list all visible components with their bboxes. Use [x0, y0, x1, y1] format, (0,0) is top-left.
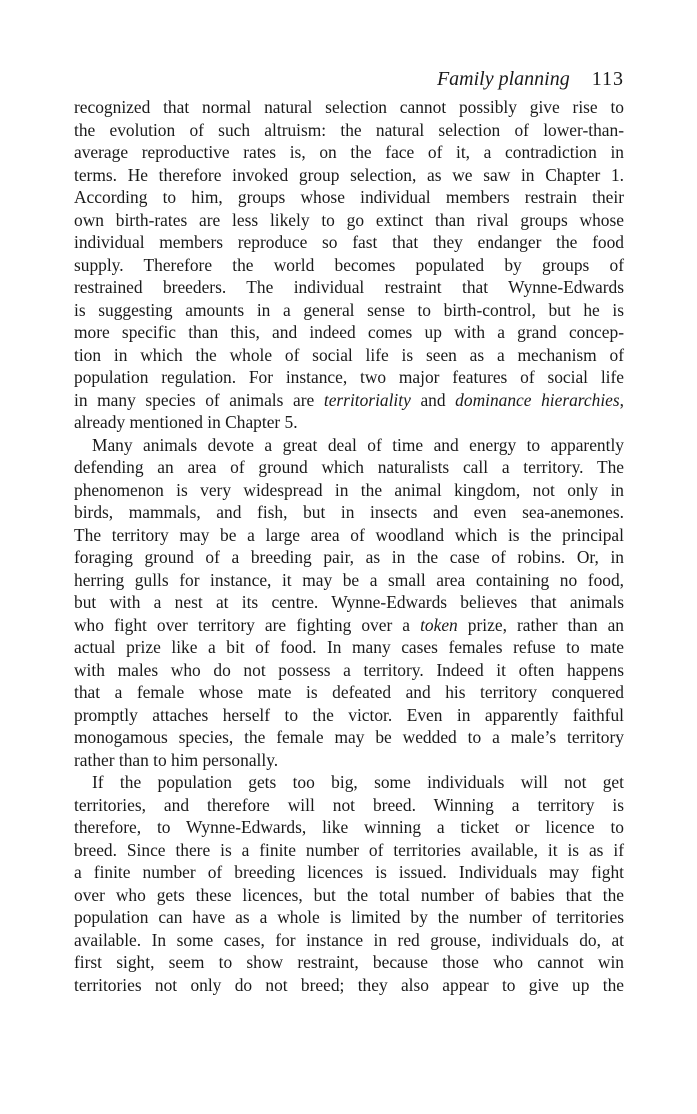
text-line: the evolution of such altruism: the natural selection of lower-than- — [74, 119, 624, 140]
text-line: defending an area of ground which naturalists call a territory. The — [74, 457, 624, 477]
text-line: over who gets these licences, but the total number of babies that the — [74, 884, 624, 905]
text-line: first sight, seem to show restraint, because those who cannot win — [74, 952, 624, 972]
text-line: population can have as a whole is limited by the number of territories — [74, 907, 624, 927]
text-line: that a female whose mate is defeated and his territory conquered — [74, 682, 624, 702]
text-line: more specific than this, and indeed comes up with a grand concep- — [74, 322, 624, 342]
text-line: terms. He therefore invoked group selection, as we saw in Chapter 1. — [74, 164, 624, 185]
text-line: The territory may be a large area of woodland which is the principal — [74, 524, 624, 545]
text-line: supply. Therefore the world becomes populated by groups of — [74, 254, 624, 275]
text-line: with males who do not possess a territory. Indeed it often happens — [74, 659, 624, 680]
text-line: herring gulls for instance, it may be a small area containing no food, — [74, 569, 624, 590]
paragraph-end-line: already mentioned in Chapter 5. — [74, 412, 298, 432]
text-line: restrained breeders. The individual restraint that Wynne-Edwards — [74, 277, 624, 297]
text-line: birds, mammals, and fish, but in insects and even sea-anemones. — [74, 502, 624, 522]
text-run: prize, rather than an — [457, 614, 624, 635]
text-run: and — [410, 389, 456, 410]
text-line: phenomenon is very widespread in the animal kingdom, not only in — [74, 479, 624, 500]
chapter-title: Family planning — [436, 68, 570, 90]
italic-term-dominance-hierarchies: dominance hierarchies — [455, 389, 620, 410]
text-line: tion in which the whole of social life is seen as a mechanism of — [74, 344, 624, 365]
text-line: recognized that normal natural selection cannot possibly give rise to — [74, 97, 624, 117]
text-line: promptly attaches herself to the victor. Even in apparently faithful — [74, 704, 624, 725]
text-run: who fight over territory are fighting over a — [74, 614, 421, 635]
italic-term-token: token — [420, 614, 458, 635]
text-line: population regulation. For instance, two major features of social life — [74, 367, 624, 387]
text-run: , — [619, 389, 625, 410]
text-line — [74, 389, 624, 412]
text-run: in many species of animals are — [74, 389, 324, 410]
text-line: own birth-rates are less likely to go extinct than rival groups whose — [74, 209, 624, 230]
italic-term-territoriality: territoriality — [323, 389, 411, 410]
text-line: breed. Since there is a finite number of territories available, it is as if — [74, 839, 624, 860]
text-line: actual prize like a bit of food. In many cases females refuse to mate — [74, 637, 624, 657]
body-text — [74, 96, 624, 996]
text-line: According to him, groups whose individual members restrain their — [74, 187, 624, 207]
text-line: therefore, to Wynne-Edwards, like winning a ticket or licence to — [74, 817, 624, 837]
text-line: foraging ground of a breeding pair, as in the case of robins. Or, in — [74, 547, 624, 567]
text-line: territories not only do not breed; they also appear to give up the — [74, 974, 624, 995]
text-line — [74, 614, 624, 637]
text-line: a finite number of breeding licences is issued. Individuals may fight — [74, 862, 624, 882]
paragraph-start-line: Many animals devote a great deal of time and energy to apparently — [92, 434, 624, 455]
paragraph-end-line: rather than to him personally. — [74, 749, 279, 770]
running-head — [0, 66, 624, 92]
paragraph-start-line: If the population gets too big, some individuals will not get — [92, 772, 624, 792]
text-line: average reproductive rates is, on the face of it, a contradiction in — [74, 142, 624, 162]
page-number: 113 — [591, 68, 624, 90]
text-line: monogamous species, the female may be wedded to a male’s territory — [74, 727, 624, 747]
text-line: is suggesting amounts in a general sense to birth-control, but he is — [74, 299, 624, 320]
text-line: but with a nest at its centre. Wynne-Edwards believes that animals — [74, 592, 624, 612]
text-line: territories, and therefore will not breed. Winning a territory is — [74, 794, 624, 815]
text-line: individual members reproduce so fast that they endanger the food — [74, 232, 624, 252]
text-line: available. In some cases, for instance in red grouse, individuals do, at — [74, 929, 624, 950]
